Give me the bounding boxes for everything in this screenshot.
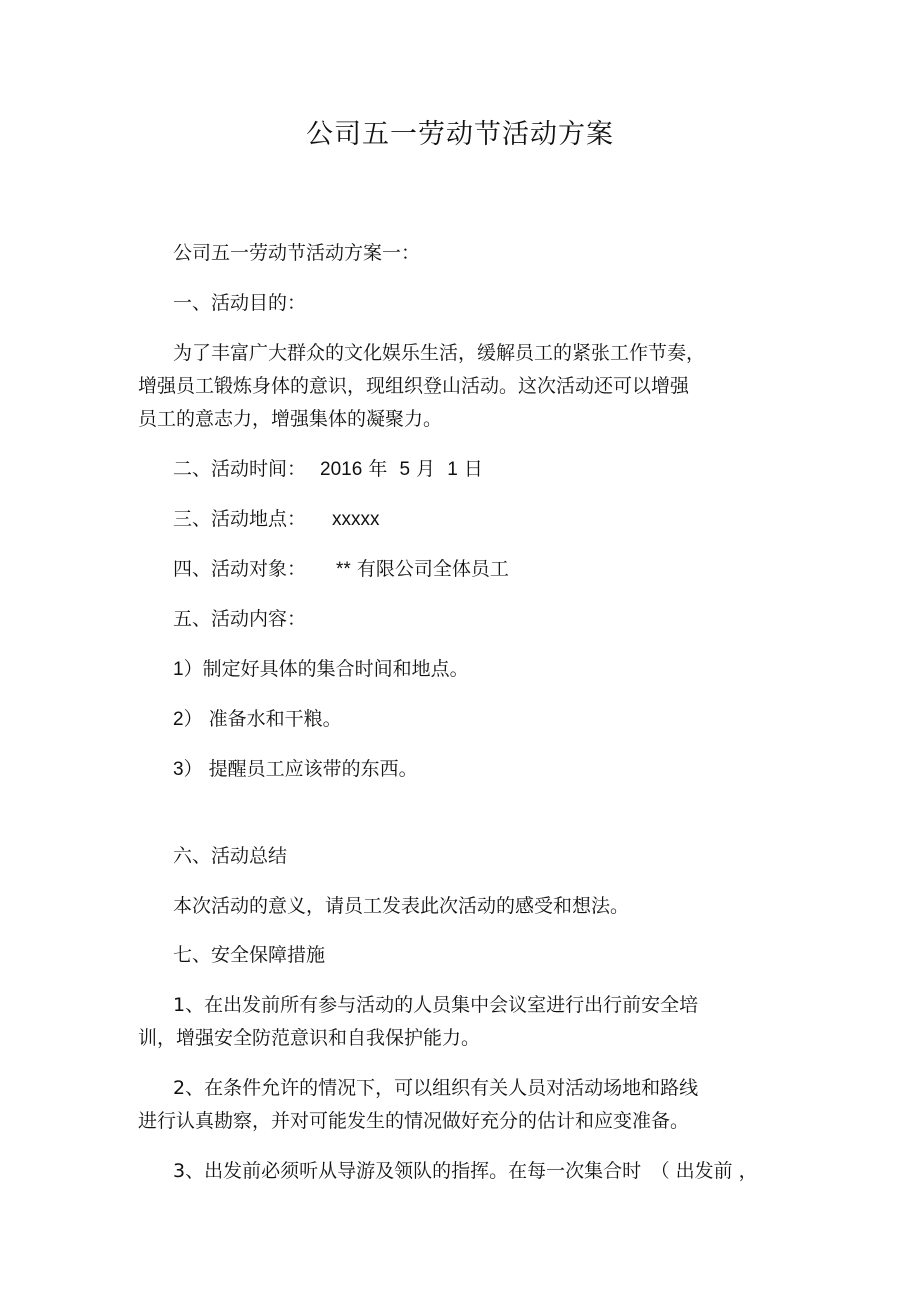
item-3-text: 提醒员工应该带的东西。 [208, 758, 418, 780]
section-4-label: 四、活动对象： [173, 558, 307, 580]
item-2-text: 准备水和干粮。 [208, 708, 342, 730]
time-month-unit: 月 [416, 458, 436, 480]
section-1-body-line-2: 增强员工锻炼身体的意识，现组织登山活动。这次活动还可以增强 [138, 375, 690, 397]
section-7-heading: 七、安全保障措施 [173, 944, 326, 966]
section-3-label: 三、活动地点： [173, 508, 307, 530]
content-item-1 [173, 658, 833, 681]
location-value: xxxxx [332, 509, 380, 530]
safety-item-1-line-2: 训，增强安全防范意识和自我保护能力。 [138, 1027, 481, 1049]
time-day: 1 [447, 459, 458, 480]
content-item-2 [173, 708, 833, 731]
section-1-heading: 一、活动目的： [173, 292, 307, 314]
safety-item-3-line-1: 3、出发前必须听从导游及领队的指挥。在每一次集合时 （ 出发前 ， [173, 1160, 758, 1182]
section-2-label: 二、活动时间： [173, 458, 307, 480]
section-6-body: 本次活动的意义，请员工发表此次活动的感受和想法。 [173, 895, 630, 917]
safety-item-1-line-1: 1、在出发前所有参与活动的人员集中会议室进行出行前安全培 [173, 994, 699, 1016]
time-year: 2016 [320, 459, 363, 480]
item-1-text: 制定好具体的集合时间和地点。 [202, 658, 469, 680]
section-1-body-line-1: 为了丰富广大群众的文化娱乐生活，缓解员工的紧张工作节奏， [173, 342, 706, 364]
section-6-heading: 六、活动总结 [173, 845, 288, 867]
time-month: 5 [399, 459, 411, 480]
section-2-time [173, 458, 833, 481]
safety-item-2-line-2: 进行认真勘察，并对可能发生的情况做好充分的估计和应变准备。 [138, 1110, 690, 1132]
section-5-heading: 五、活动内容： [173, 608, 307, 630]
section-1-body-line-3: 员工的意志力，增强集体的凝聚力。 [138, 408, 443, 430]
content-item-3 [173, 758, 833, 781]
plan-subtitle: 公司五一劳动节活动方案一： [173, 242, 421, 264]
time-year-unit: 年 [368, 458, 388, 480]
safety-item-2-line-1: 2、在条件允许的情况下，可以组织有关人员对活动场地和路线 [173, 1077, 699, 1099]
audience-stars: ** [336, 559, 351, 580]
document-title: 公司五一劳动节活动方案 [306, 119, 614, 150]
item-2-number: 2） [173, 709, 203, 730]
section-3-location [173, 508, 833, 531]
item-3-number: 3） [173, 759, 203, 780]
section-4-audience [173, 558, 833, 581]
item-1-number: 1） [173, 659, 203, 680]
audience-value: 有限公司全体员工 [356, 558, 509, 580]
time-day-unit: 日 [463, 458, 483, 480]
